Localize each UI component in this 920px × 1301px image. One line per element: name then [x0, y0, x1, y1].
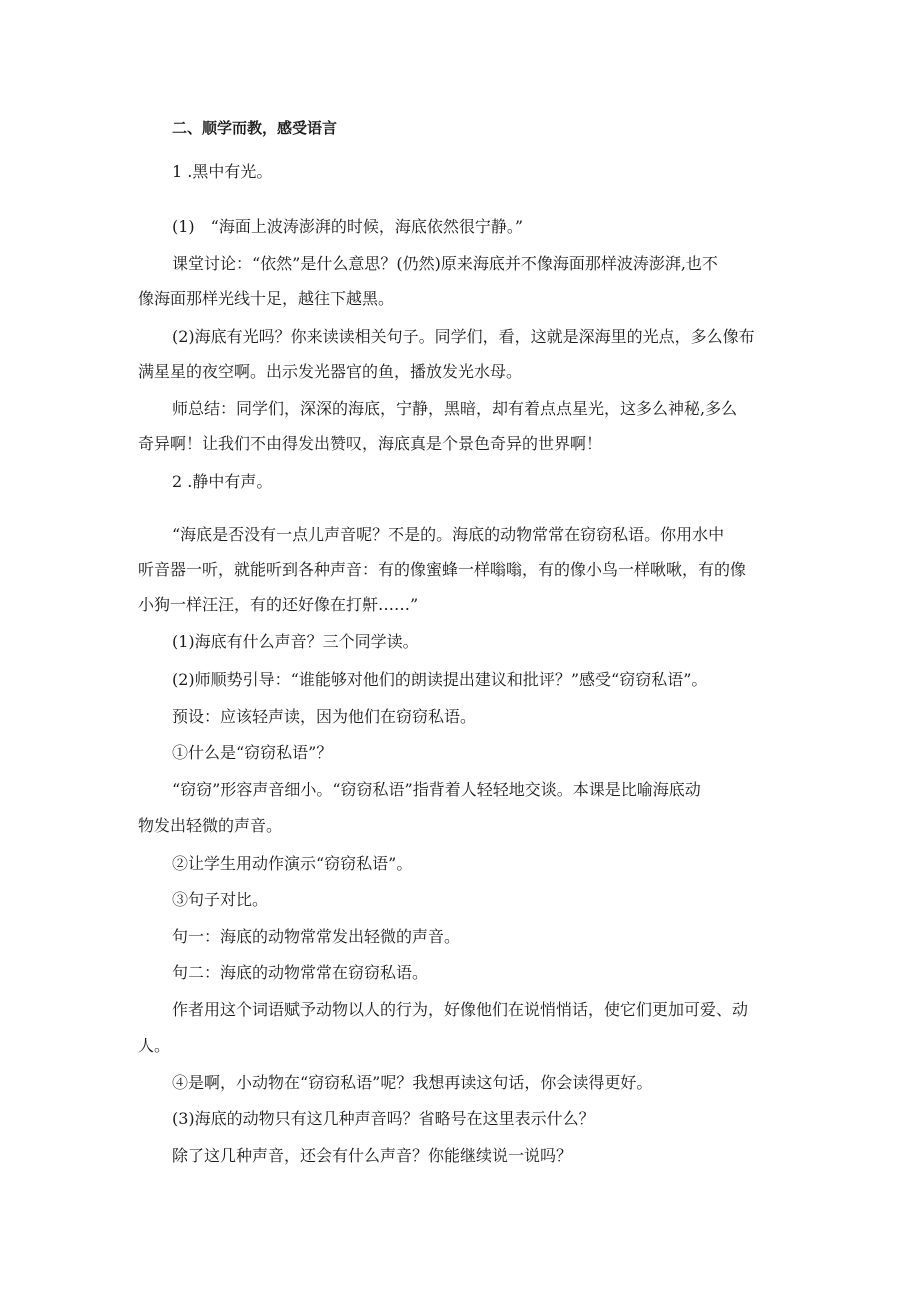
- paragraph-line: 像海面那样光线十足，越往下越黑。: [138, 289, 395, 308]
- paragraph-line: 物发出轻微的声音。: [138, 816, 283, 835]
- paragraph-line: 除了这几种声音，还会有什么声音？你能继续说一说吗？: [172, 1146, 573, 1165]
- paragraph-line: 课堂讨论：“依然”是什么意思？(仍然)原来海底并不像海面那样波涛澎湃,也不: [172, 254, 718, 273]
- paragraph-line: 作者用这个词语赋予动物以人的行为，好像他们在说悄悄话，使它们更加可爱、动: [172, 1000, 749, 1019]
- paragraph-line: ④是啊，小动物在“窃窃私语”呢？我想再读这句话，你会读得更好。: [172, 1073, 653, 1092]
- paragraph-line: (2)海底有光吗？你来读读相关句子。同学们，看，这就是深海里的光点，多么像布: [172, 327, 755, 346]
- paragraph-line: (1) “海面上波涛澎湃的时候，海底依然很宁静。”: [172, 217, 524, 236]
- paragraph-line: 听音器一听，就能听到各种声音：有的像蜜蜂一样嗡嗡，有的像小鸟一样啾啾，有的像: [138, 560, 747, 579]
- paragraph-line: (2)师顺势引导：“谁能够对他们的朗读提出建议和批评？”感受“窃窃私语”。: [172, 670, 708, 689]
- paragraph-line: (1)海底有什么声音？三个同学读。: [172, 632, 419, 651]
- subsection-heading: 1 .黑中有光。: [172, 162, 273, 181]
- paragraph-line: 奇异啊！让我们不由得发出赞叹，海底真是个景色奇异的世界啊！: [138, 434, 603, 453]
- paragraph-line: 师总结：同学们，深深的海底，宁静，黑暗，却有着点点星光，这多么神秘,多么: [172, 399, 738, 418]
- section-title: 二、顺学而教，感受语言: [172, 119, 338, 137]
- paragraph-line: ①什么是“窃窃私语”？: [172, 743, 333, 762]
- paragraph-line: ②让学生用动作演示“窃窃私语”。: [172, 854, 413, 873]
- paragraph-line: 满星星的夜空啊。出示发光器官的鱼，播放发光水母。: [138, 362, 523, 381]
- paragraph-line: 人。: [138, 1036, 171, 1055]
- paragraph-line: 预设：应该轻声读，因为他们在窃窃私语。: [172, 707, 477, 726]
- paragraph-line: 句一：海底的动物常常发出轻微的声音。: [172, 927, 461, 946]
- paragraph-line: 句二：海底的动物常常在窃窃私语。: [172, 963, 429, 982]
- paragraph-line: 小狗一样汪汪，有的还好像在打鼾……”: [138, 595, 419, 614]
- paragraph-line: (3)海底的动物只有这几种声音吗？省略号在这里表示什么？: [172, 1109, 595, 1128]
- paragraph-line: ③句子对比。: [172, 890, 269, 909]
- subsection-heading: 2 .静中有声。: [172, 472, 273, 491]
- paragraph-line: “海底是否没有一点儿声音呢？不是的。海底的动物常常在窃窃私语。你用水中: [172, 525, 725, 544]
- paragraph-line: “窃窃”形容声音细小。“窃窃私语”指背着人轻轻地交谈。本课是比喻海底动: [172, 780, 701, 799]
